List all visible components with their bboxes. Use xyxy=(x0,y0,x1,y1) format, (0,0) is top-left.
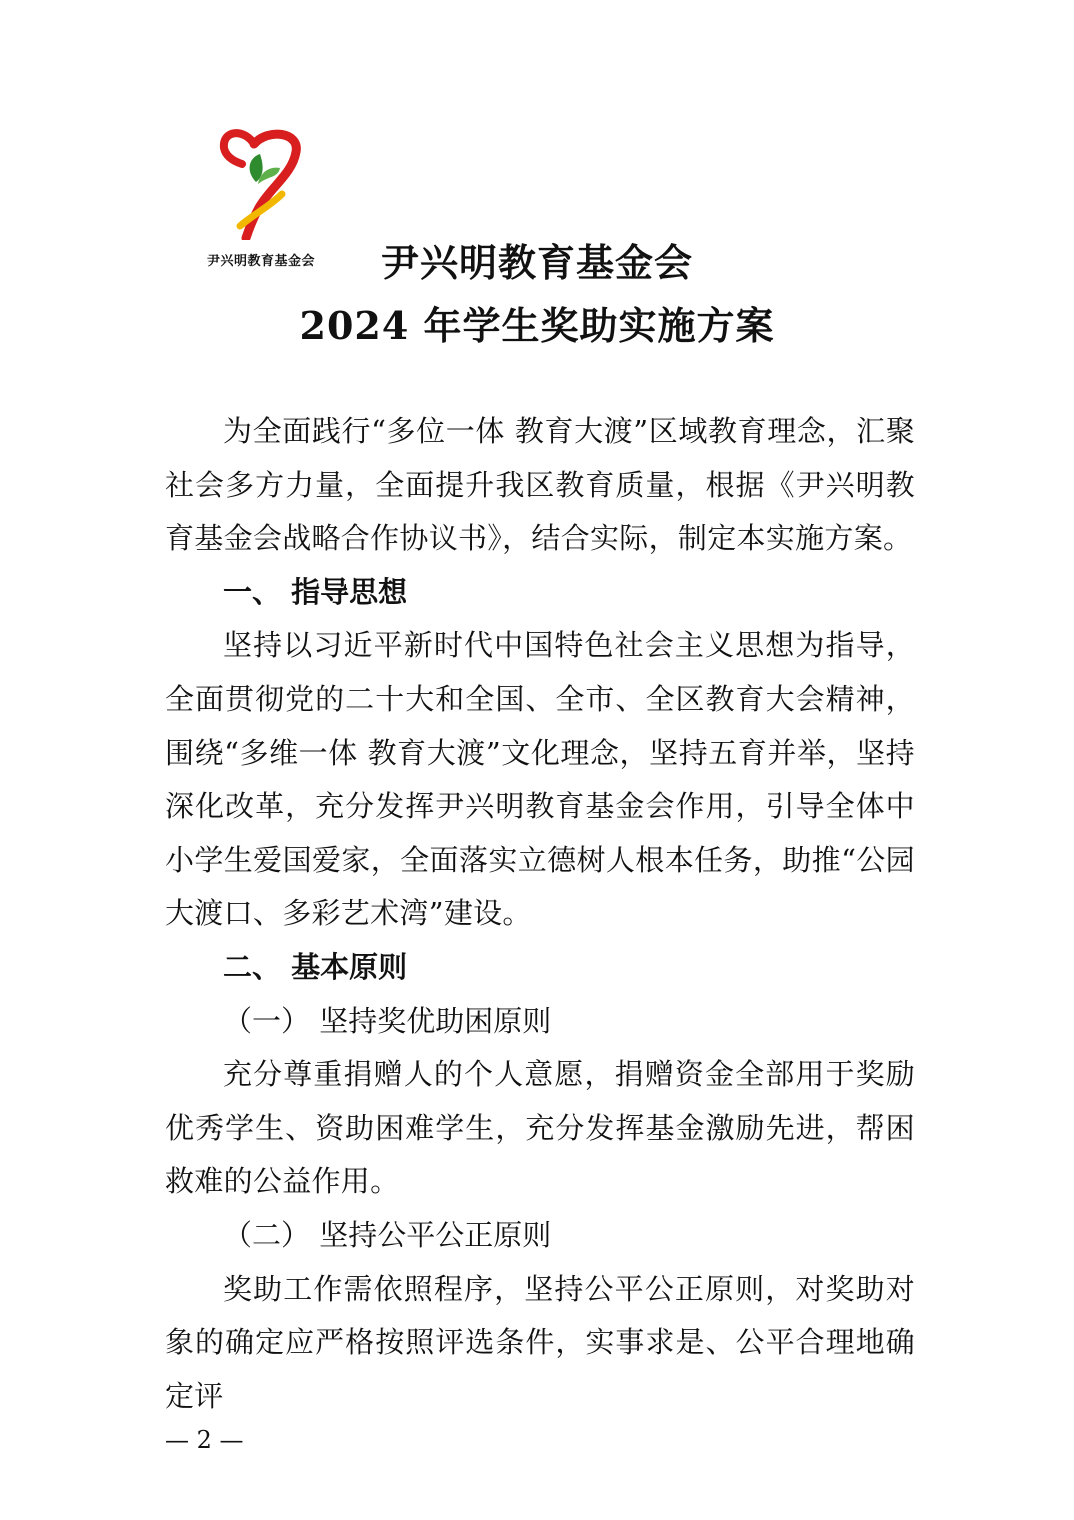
subsection-paragraph-reward-and-aid: 充分尊重捐赠人的个人意愿，捐赠资金全部用于奖励优秀学生、资助困难学生，充分发挥基金激励先进，帮困救难的公益作用。 xyxy=(165,1057,915,1199)
document-title-line2: 2024 年学生奖助实施方案 xyxy=(299,303,775,348)
section-heading-guiding-ideology: 一、 指导思想 xyxy=(223,574,408,609)
document-title-line1: 尹兴明教育基金会 xyxy=(380,240,693,285)
section-paragraph-guiding-ideology: 坚持以习近平新时代中国特色社会主义思想为指导，全面贯彻党的二十大和全国、全市、全区教育大会精神，围绕“多维一体 教育大渡”文化理念，坚持五育并举，坚持深化改革，充分发挥尹兴明教育基金会作用，引导全体中小学生爱国爱家，全面落实立德树人根本任务，助推“公园大渡口、多彩艺术湾”建设。 xyxy=(165,628,915,931)
subsection-paragraph-fairness: 奖助工作需依照程序，坚持公平公正原则，对奖助对象的确定应严格按照评选条件，实事求是、公平合理地确定评 xyxy=(165,1271,915,1413)
document-body xyxy=(165,405,915,1423)
page-number: — 2 — xyxy=(165,1426,244,1454)
section-heading-basic-principles: 二、 基本原则 xyxy=(223,949,408,984)
intro-paragraph: 为全面践行“多位一体 教育大渡”区域教育理念，汇聚社会多方力量，全面提升我区教育质量，根据《尹兴明教育基金会战略合作协议书》，结合实际，制定本实施方案。 xyxy=(165,414,915,556)
logo-org-name: 尹兴明教育基金会 xyxy=(206,254,315,269)
subsection-heading-reward-and-aid: （一） 坚持奖优助困原则 xyxy=(223,1003,552,1038)
subsection-heading-fairness: （二） 坚持公平公正原则 xyxy=(223,1217,552,1252)
heart-ribbon-leaf-icon xyxy=(216,122,308,240)
